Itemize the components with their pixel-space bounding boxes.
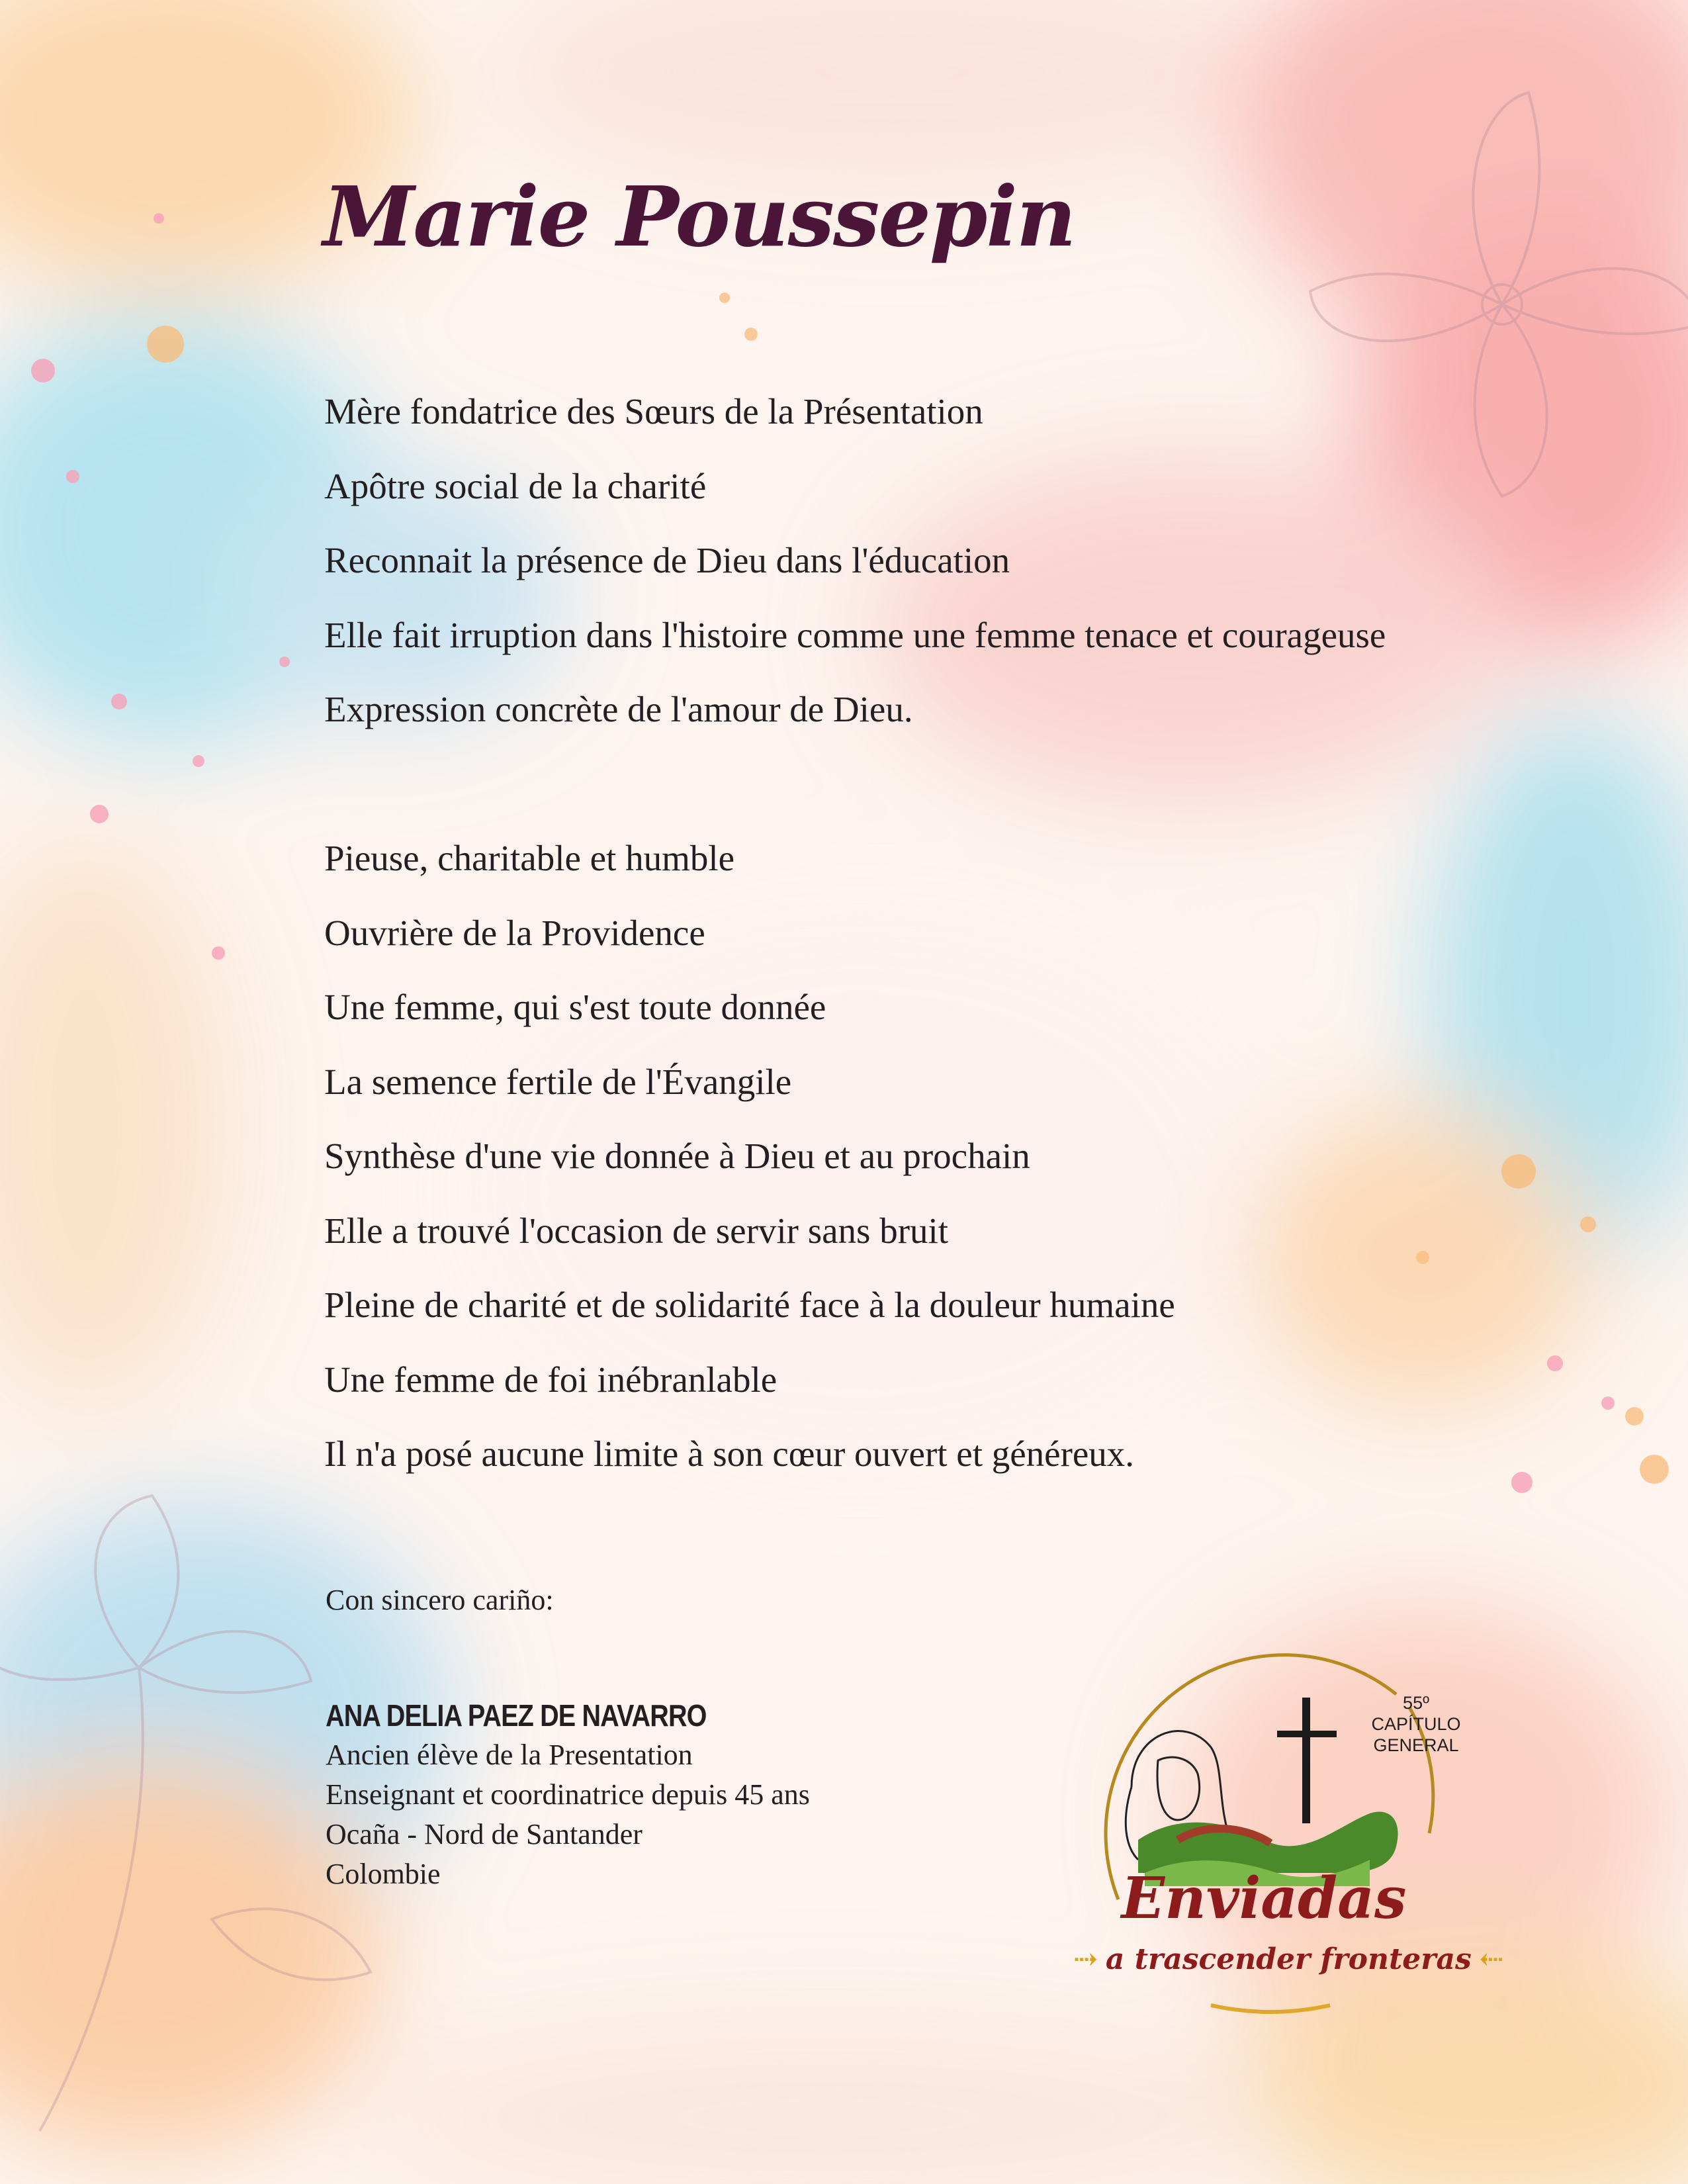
verse-line: Synthèse d'une vie donnée à Dieu et au prochain [324,1136,1030,1176]
stanza-1 [324,375,1386,747]
verse-line: Mère fondatrice des Sœurs de la Présentation [324,391,983,432]
signature-name: ANA DELIA PAEZ DE NAVARRO [326,1698,707,1733]
verse-line: Elle a trouvé l'occasion de servir sans bruit [324,1210,949,1251]
logo-caption-line: GENERAL [1373,1735,1459,1755]
logo-caption [1350,1692,1482,1756]
logo-subtitle-text: a trascender fronteras [1105,1942,1472,1976]
verse-line: Apôtre social de la charité [324,465,707,506]
verse-line: Elle fait irruption dans l'histoire comme une femme tenace et courageuse [324,614,1386,655]
logo-subtitle [1065,1942,1504,1976]
logo-caption-line: CAPÍTULO [1371,1714,1461,1734]
verse-line: Il n'a posé aucune limite à son cœur ouvert et généreux. [324,1433,1135,1474]
verse-line: Expression concrète de l'amour de Dieu. [324,689,913,729]
greeting: Con sincero cariño: [326,1584,554,1616]
logo-caption-line: 55º [1403,1693,1429,1713]
signature-block [326,1696,810,1894]
signature-line: Ocaña - Nord de Santander [326,1818,643,1850]
verse-line: Une femme, qui s'est toute donnée [324,987,826,1027]
verse-line: Pleine de charité et de solidarité face à la douleur humaine [324,1285,1175,1325]
cross-icon [1277,1698,1337,1823]
stanza-2 [324,821,1175,1492]
arrow-right-icon: ⇢ [1073,1942,1098,1976]
verse-line: Pieuse, charitable et humble [324,838,735,878]
signature-line: Colombie [326,1858,441,1890]
verse-line: Une femme de foi inébranlable [324,1359,777,1400]
page-title: Marie Poussepin [323,169,1075,265]
arrow-left-icon: ⇠ [1479,1942,1504,1976]
verse-line: Ouvrière de la Providence [324,912,705,953]
signature-line: Enseignant et coordinatrice depuis 45 ans [326,1778,810,1811]
verse-line: Reconnait la présence de Dieu dans l'éducation [324,540,1010,580]
signature-line: Ancien élève de la Presentation [326,1739,693,1771]
verse-line: La semence fertile de l'Évangile [324,1061,792,1102]
logo-title: Enviadas [1121,1865,1407,1932]
